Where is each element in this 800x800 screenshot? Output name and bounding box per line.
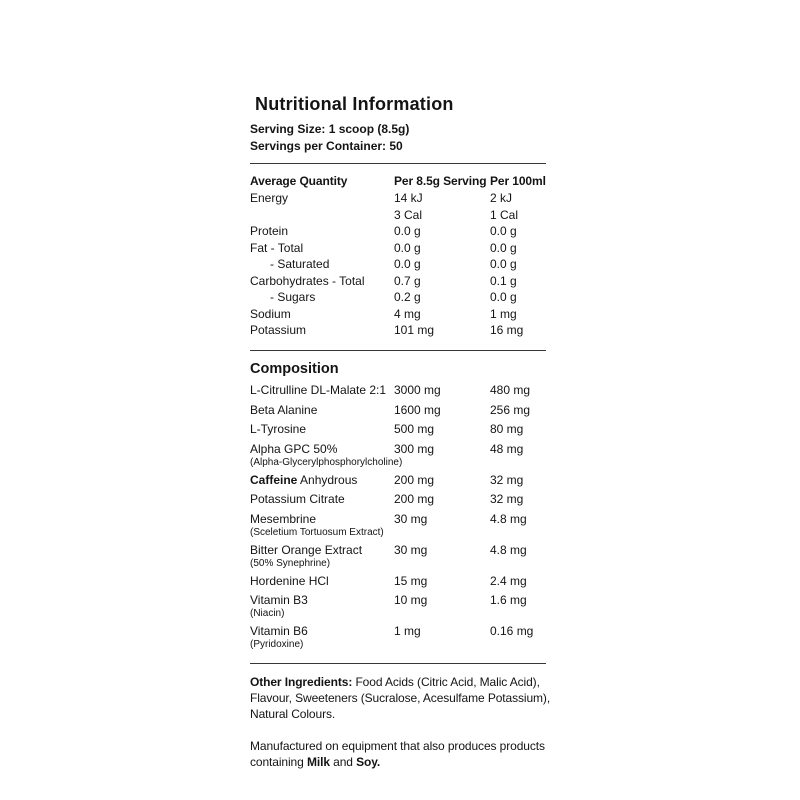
per-serving-value: 30 mg [394, 511, 428, 526]
composition-row-beta-alanine [250, 403, 546, 418]
table-row-fat-total [250, 240, 546, 257]
ingredient-name-text: Vitamin B6 [250, 624, 308, 638]
per-100ml-value: 32 mg [490, 492, 524, 506]
nutrition-label-panel [250, 0, 551, 770]
ingredient-name: Beta Alanine [250, 402, 318, 417]
ingredient-name: L-Citrulline DL-Malate 2:1 [250, 383, 387, 397]
per-100ml-value: 0.16 mg [490, 624, 534, 638]
composition-row-potassium-citrate [250, 492, 546, 507]
column-header-average-quantity: Average Quantity [250, 174, 348, 188]
nutrient-label: Potassium [250, 323, 307, 337]
per-serving-value: 15 mg [394, 573, 428, 588]
ingredient-name: Hordenine HCl [250, 573, 329, 588]
nutrient-label: - Saturated [270, 257, 330, 271]
table-row-carbohydrates-total [250, 273, 546, 290]
per-serving-value: 3000 mg [394, 383, 441, 397]
column-header-per-serving: Per 8.5g Serving [394, 174, 487, 188]
ingredient-name [250, 441, 403, 469]
ingredient-name: Potassium Citrate [250, 492, 345, 506]
ingredient-name [250, 473, 394, 488]
nutrition-table-header [250, 173, 546, 190]
ingredient-name-text: Mesembrine [250, 511, 317, 526]
table-row-fat-saturated [250, 256, 546, 273]
other-ingredients-label: Other Ingredients: [250, 674, 353, 689]
ingredient-subname: (Alpha-Glycerylphosphorylcholine) [250, 456, 403, 468]
per-serving-value: 0.0 g [394, 224, 421, 238]
per-100ml-value: 1.6 mg [490, 593, 527, 607]
per-serving-value: 200 mg [394, 472, 435, 487]
allergen-text: Manufactured on equipment that also produces products containing [250, 738, 545, 769]
nutrient-label: Carbohydrates - Total [250, 273, 365, 288]
per-100ml-value: 0.0 g [490, 240, 517, 255]
per-100ml-value: 32 mg [490, 472, 524, 487]
per-100ml-value: 0.0 g [490, 224, 517, 238]
composition-row-vitamin-b6 [250, 624, 546, 651]
other-ingredients-text: Food Acids (Citric Acid, Malic Acid), Flavour, Sweeteners (Sucralose, Acesulfame Potassium), Natural Colours. [250, 674, 551, 721]
per-serving-value: 1600 mg [394, 402, 441, 417]
divider-bottom [250, 663, 546, 664]
nutrient-label: - Sugars [270, 290, 316, 304]
per-100ml-value: 4.8 mg [490, 511, 527, 526]
table-row-sodium [250, 306, 546, 323]
divider-top [250, 163, 546, 164]
page-title: Nutritional Information [255, 94, 454, 114]
nutrient-label: Energy [250, 191, 289, 205]
per-100ml-value: 0.0 g [490, 290, 517, 304]
allergen-text-and: and [329, 754, 357, 769]
ingredient-name [250, 624, 394, 651]
allergen-milk: Milk [306, 754, 330, 769]
composition-heading: Composition [250, 360, 339, 377]
composition-row-caffeine [250, 473, 546, 488]
per-serving-value: 200 mg [394, 492, 435, 506]
ingredient-subname: (Pyridoxine) [250, 639, 304, 650]
other-ingredients-statement [250, 674, 560, 722]
per-serving-value: 0.7 g [394, 273, 421, 288]
per-100ml-value: 0.0 g [490, 257, 517, 271]
table-row-sugars [250, 289, 546, 306]
per-serving-value: 30 mg [394, 542, 428, 557]
per-serving-value: 300 mg [394, 441, 435, 456]
servings-per-container-text: Servings per Container: 50 [250, 139, 403, 153]
nutrient-label: Sodium [250, 306, 291, 321]
table-row-potassium [250, 322, 546, 339]
per-serving-value: 10 mg [394, 593, 428, 607]
ingredient-name-rest: Anhydrous [297, 472, 358, 487]
per-serving-value: 1 mg [394, 624, 421, 638]
ingredient-name [250, 543, 394, 570]
nutrient-label: Fat - Total [250, 240, 304, 255]
table-row-energy [250, 190, 546, 207]
per-100ml-value: 4.8 mg [490, 542, 527, 557]
per-100ml-value: 480 mg [490, 383, 531, 397]
ingredient-name-bold: Caffeine [250, 472, 298, 487]
serving-size-text: Serving Size: 1 scoop (8.5g) [250, 122, 410, 136]
per-100ml-value: 80 mg [490, 422, 524, 436]
composition-row-tyrosine [250, 422, 546, 437]
ingredient-name [250, 593, 394, 620]
ingredient-name-text: Bitter Orange Extract [250, 542, 363, 557]
allergen-soy: Soy. [356, 754, 381, 769]
per-100ml-value: 16 mg [490, 323, 524, 337]
per-serving-value: 500 mg [394, 422, 435, 436]
per-serving-value: 0.2 g [394, 290, 421, 304]
composition-row-mesembrine [250, 512, 546, 539]
per-serving-value: 101 mg [394, 323, 435, 337]
per-100ml-value: 48 mg [490, 441, 524, 456]
per-serving-value: 0.0 g [394, 240, 421, 255]
allergen-statement [250, 738, 560, 770]
table-row-energy-cal [250, 207, 546, 224]
per-100ml-value: 256 mg [490, 402, 531, 417]
per-100ml-value: 1 mg [490, 306, 517, 321]
per-100ml-value: 0.1 g [490, 273, 517, 288]
composition-row-bitter-orange [250, 543, 546, 570]
ingredient-subname: (Sceletium Tortuosum Extract) [250, 526, 384, 538]
per-100ml-value: 2 kJ [490, 191, 513, 205]
ingredient-name-text: Alpha GPC 50% [250, 441, 338, 456]
per-100ml-value: 2.4 mg [490, 573, 527, 588]
per-100ml-value: 1 Cal [490, 207, 519, 222]
nutrient-label: Protein [250, 224, 289, 238]
table-row-protein [250, 223, 546, 240]
per-serving-value: 0.0 g [394, 257, 421, 271]
per-serving-value: 14 kJ [394, 191, 423, 205]
ingredient-subname: (Niacin) [250, 608, 285, 619]
per-serving-value: 4 mg [394, 306, 421, 321]
ingredient-name: L-Tyrosine [250, 422, 307, 436]
column-header-per-100ml: Per 100ml [490, 174, 546, 188]
composition-row-citrulline [250, 383, 546, 398]
per-serving-value: 3 Cal [394, 207, 423, 222]
ingredient-name [250, 512, 394, 539]
ingredient-name-text: Vitamin B3 [250, 593, 308, 607]
composition-row-alpha-gpc [250, 442, 546, 469]
composition-row-vitamin-b3 [250, 593, 546, 620]
divider-middle [250, 350, 546, 351]
ingredient-subname: (50% Synephrine) [250, 557, 331, 569]
composition-row-hordenine [250, 574, 546, 589]
